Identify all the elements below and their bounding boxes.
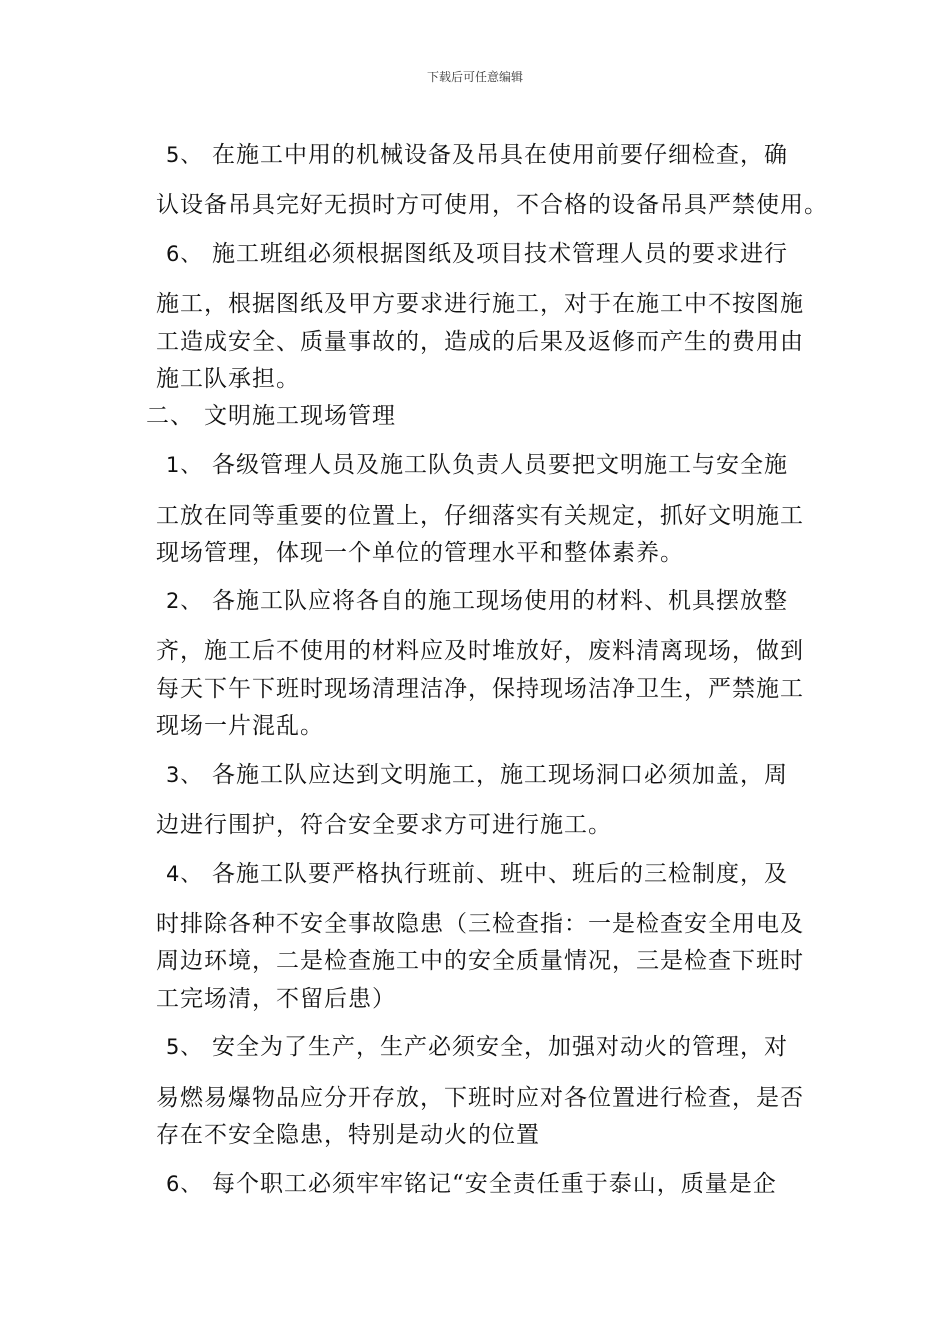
line-text: 施工，根据图纸及甲方要求进行施工，对于在施工中不按图施: [156, 291, 804, 317]
section-heading: [146, 397, 396, 430]
line-text: 各施工队要严格执行班前、班中、班后的三检制度，及: [212, 861, 788, 887]
line-text: 边进行围护，符合安全要求方可进行施工。: [156, 812, 612, 838]
paragraph-line: [166, 1028, 788, 1061]
paragraph-line: [156, 360, 300, 393]
paragraph-line: [156, 942, 804, 975]
item-number: 6、: [166, 1172, 203, 1196]
line-text: 施工队承担。: [156, 366, 300, 392]
paragraph-line: [156, 1116, 540, 1149]
item-number: 5、: [166, 1035, 203, 1059]
section-title: 文明施工现场管理: [204, 403, 396, 429]
paragraph-line: [166, 235, 788, 268]
item-number: 1、: [166, 453, 203, 477]
line-text: 各施工队应达到文明施工，施工现场洞口必须加盖，周: [212, 762, 788, 788]
line-text: 每个职工必须牢牢铭记“安全责任重于泰山，质量是企: [212, 1171, 777, 1197]
line-text: 各级管理人员及施工队负责人员要把文明施工与安全施: [212, 452, 788, 478]
paragraph-line: [156, 980, 396, 1013]
line-text: 齐，施工后不使用的材料应及时堆放好，废料清离现场，做到: [156, 638, 804, 664]
item-number: 2、: [166, 589, 203, 613]
line-text: 在施工中用的机械设备及吊具在使用前要仔细检查，确: [212, 142, 788, 168]
paragraph-line: [166, 136, 788, 169]
paragraph-line: [156, 905, 804, 938]
page-header: 下载后可任意编辑: [426, 70, 523, 84]
item-number: 4、: [166, 862, 203, 886]
paragraph-line: [156, 1079, 804, 1112]
paragraph-line: [156, 534, 684, 567]
paragraph-line: [166, 582, 788, 615]
paragraph-line: [166, 756, 788, 789]
paragraph-line: [156, 323, 804, 356]
line-text: 现场一片混乱。: [156, 713, 324, 739]
paragraph-line: [156, 670, 804, 703]
line-text: 工造成安全、质量事故的，造成的后果及返修而产生的费用由: [156, 329, 804, 355]
paragraph-line: [156, 707, 324, 740]
paragraph-line: [156, 497, 804, 530]
line-text: 认设备吊具完好无损时方可使用，不合格的设备吊具严禁使用。: [156, 192, 828, 218]
item-number: 5、: [166, 143, 203, 167]
section-number: 二、: [146, 403, 194, 429]
paragraph-line: [166, 1165, 777, 1198]
line-text: 周边环境，二是检查施工中的安全质量情况，三是检查下班时: [156, 948, 804, 974]
line-text: 存在不安全隐患，特别是动火的位置: [156, 1122, 540, 1148]
line-text: 时排除各种不安全事故隐患（三检查指：一是检查安全用电及: [156, 911, 804, 937]
paragraph-line: [166, 855, 788, 888]
paragraph-line: [156, 285, 804, 318]
line-text: 现场管理，体现一个单位的管理水平和整体素养。: [156, 540, 684, 566]
line-text: 工完场清，不留后患）: [156, 986, 396, 1012]
line-text: 每天下午下班时现场清理洁净，保持现场洁净卫生，严禁施工: [156, 676, 804, 702]
line-text: 工放在同等重要的位置上，仔细落实有关规定，抓好文明施工: [156, 503, 804, 529]
item-number: 6、: [166, 242, 203, 266]
paragraph-line: [156, 806, 612, 839]
item-number: 3、: [166, 763, 203, 787]
line-text: 安全为了生产，生产必须安全，加强对动火的管理，对: [212, 1034, 788, 1060]
paragraph-line: [156, 186, 828, 219]
line-text: 施工班组必须根据图纸及项目技术管理人员的要求进行: [212, 241, 788, 267]
line-text: 各施工队应将各自的施工现场使用的材料、机具摆放整: [212, 588, 788, 614]
paragraph-line: [166, 446, 788, 479]
line-text: 易燃易爆物品应分开存放，下班时应对各位置进行检查，是否: [156, 1085, 804, 1111]
paragraph-line: [156, 632, 804, 665]
